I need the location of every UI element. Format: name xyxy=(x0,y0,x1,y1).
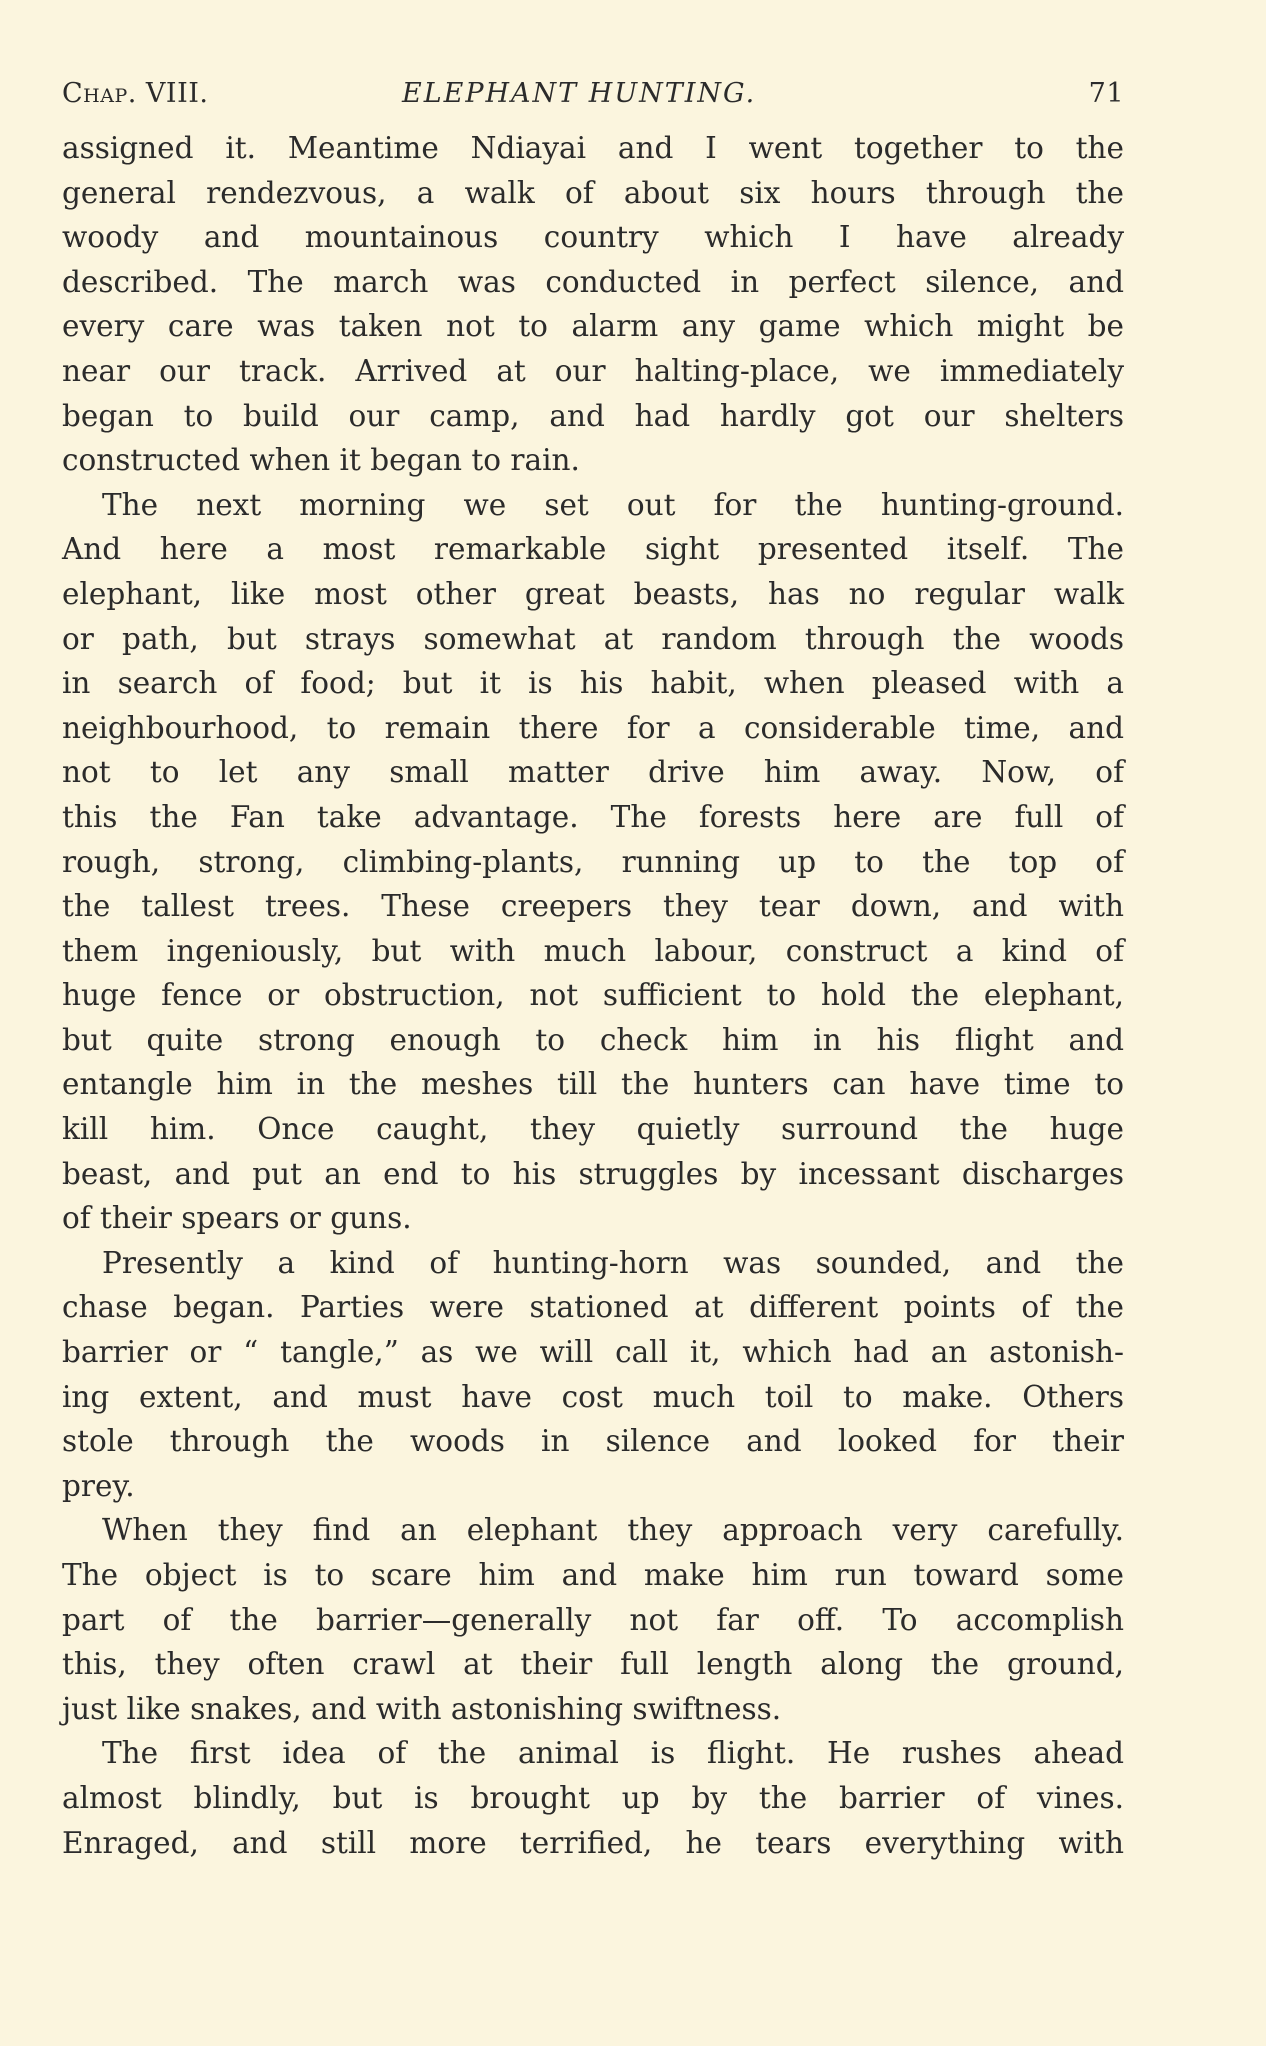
text-line: The object is to scare him and make him run toward some xyxy=(62,1558,1124,1592)
text-line: not to let any small matter drive him away. Now, of xyxy=(62,755,1124,790)
text-line: every care was taken not to alarm any game which might be xyxy=(62,309,1124,344)
text-line: And here a most remarkable sight presented itself. The xyxy=(62,532,1124,567)
text-line: entangle him in the meshes till the hunters can have time to xyxy=(62,1067,1124,1102)
text-line: elephant, like most other great beasts, has no regular walk xyxy=(62,576,1124,611)
text-line: stole through the woods in silence and looked for their xyxy=(62,1424,1124,1459)
text-line: prey. xyxy=(62,1468,135,1503)
text-line: general rendezvous, a walk of about six hours through the xyxy=(62,175,1124,210)
page-number: 71 xyxy=(1088,78,1124,109)
chapter-label: Chap. VIII. xyxy=(62,78,209,109)
text-line: The next morning we set out for the hunting-ground. xyxy=(102,487,1124,522)
text-line: began to build our camp, and had hardly got our shelters xyxy=(62,398,1124,433)
text-line: just like snakes, and with astonishing swiftness. xyxy=(62,1691,782,1726)
chapter-title: ELEPHANT HUNTING. xyxy=(402,78,757,109)
text-line: constructed when it began to rain. xyxy=(62,443,580,478)
text-line: in search of food; but it is his habit, when pleased with a xyxy=(62,666,1124,701)
body-text xyxy=(62,126,1124,1865)
text-line: ing extent, and must have cost much toil to make. Others xyxy=(62,1379,1124,1414)
text-line: huge fence or obstruction, not sufficient to hold the elephant, xyxy=(62,978,1124,1013)
text-line: woody and mountainous country which I have already xyxy=(62,220,1124,255)
text-line: Enraged, and still more terrified, he tears everything with xyxy=(62,1825,1124,1860)
text-line: near our track. Arrived at our halting-place, we immediately xyxy=(62,353,1124,388)
text-line: When they find an elephant they approach very carefully. xyxy=(102,1513,1124,1548)
text-line: but quite strong enough to check him in his flight and xyxy=(62,1022,1124,1057)
text-line: barrier or “ tangle,” as we will call it, which had an astonish- xyxy=(62,1335,1124,1370)
text-line: chase began. Parties were stationed at different points of the xyxy=(62,1290,1124,1325)
text-line: or path, but strays somewhat at random through the woods xyxy=(62,621,1124,656)
text-line: part of the barrier—generally not far off. To accomplish xyxy=(62,1602,1124,1637)
text-line: kill him. Once caught, they quietly surround the huge xyxy=(62,1112,1124,1147)
text-line: Presently a kind of hunting-horn was sounded, and the xyxy=(102,1245,1124,1280)
text-line: the tallest trees. These creepers they tear down, and with xyxy=(62,889,1124,924)
text-line: neighbourhood, to remain there for a considerable time, and xyxy=(62,710,1124,745)
text-line: rough, strong, climbing-plants, running up to the top of xyxy=(62,844,1124,879)
text-line: of their spears or guns. xyxy=(62,1201,412,1236)
text-line: this the Fan take advantage. The forests here are full of xyxy=(62,799,1124,834)
book-page xyxy=(62,78,1124,1865)
text-line: this, they often crawl at their full length along the ground, xyxy=(62,1647,1124,1682)
text-line: them ingeniously, but with much labour, construct a kind of xyxy=(62,933,1124,968)
running-head xyxy=(62,78,1124,126)
text-line: almost blindly, but is brought up by the barrier of vines. xyxy=(62,1780,1124,1815)
text-line: described. The march was conducted in perfect silence, and xyxy=(62,264,1124,299)
text-line: beast, and put an end to his struggles by incessant discharges xyxy=(62,1156,1124,1191)
text-line: assigned it. Meantime Ndiayai and I went together to the xyxy=(62,131,1124,165)
text-line: The first idea of the animal is flight. He rushes ahead xyxy=(102,1736,1124,1771)
